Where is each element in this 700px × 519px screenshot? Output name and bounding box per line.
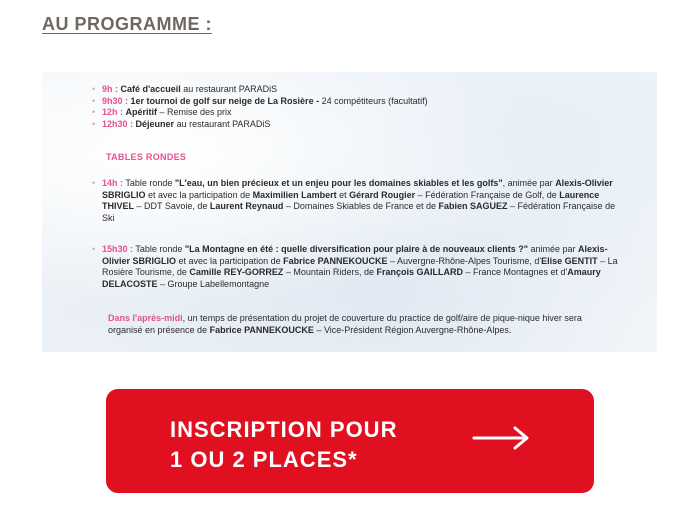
schedule-item: • 12h30 : Déjeuner au restaurant PARADiS: [92, 119, 632, 131]
afternoon-note: Dans l'après-midi, un temps de présentation du projet de couverture du practice de golf/aire de pique-nique hiver sera organisé en présence de Fabrice PANNEKOUCKE – Vice-Président Région Auvergne-Rhône-Alpes.: [108, 313, 582, 335]
section-heading: AU PROGRAMME :: [42, 14, 212, 34]
schedule-item: • 9h : Café d'accueil au restaurant PARADiS: [92, 84, 632, 96]
morning-schedule: [92, 84, 632, 130]
right-arrow-icon: [472, 425, 532, 451]
tables-rondes-title: TABLES RONDES: [106, 152, 187, 162]
round-table-2: [92, 244, 620, 290]
registration-button[interactable]: [106, 389, 594, 493]
program-panel: [42, 72, 657, 352]
round-table-item: • 15h30 : Table ronde "La Montagne en été : quelle diversification pour plaire à de nouveaux clients ?" animée par Alexis-Olivier SBRIGLIO et avec la participation de Fabrice PANNEKOUCKE – Auvergne-Rhône-Alpes Tourisme, d'Elise GENTIT – La Rosière Tourisme, de Camille REY-GORREZ – Mountain Riders, de François GAILLARD – France Montagnes et d'Amaury DELACOSTE – Groupe Labellemontagne: [92, 244, 620, 290]
registration-button-label: INSCRIPTION POUR 1 OU 2 PLACES*: [170, 417, 398, 472]
round-table-1: [92, 178, 620, 224]
schedule-item: • 9h30 : 1er tournoi de golf sur neige de La Rosière - 24 compétiteurs (facultatif): [92, 96, 632, 108]
round-table-item: • 14h : Table ronde "L'eau, un bien précieux et un enjeu pour les domaines skiables et les golfs", animée par Alexis-Olivier SBRIGLIO et avec la participation de Maximilien Lambert et Gérard Rougier – Fédération Française de Golf, de Laurence THIVEL – DDT Savoie, de Laurent Reynaud – Domaines Skiables de France et de Fabien SAGUEZ – Fédération Française de Ski: [92, 178, 620, 224]
schedule-item: • 12h : Apéritif – Remise des prix: [92, 107, 632, 119]
